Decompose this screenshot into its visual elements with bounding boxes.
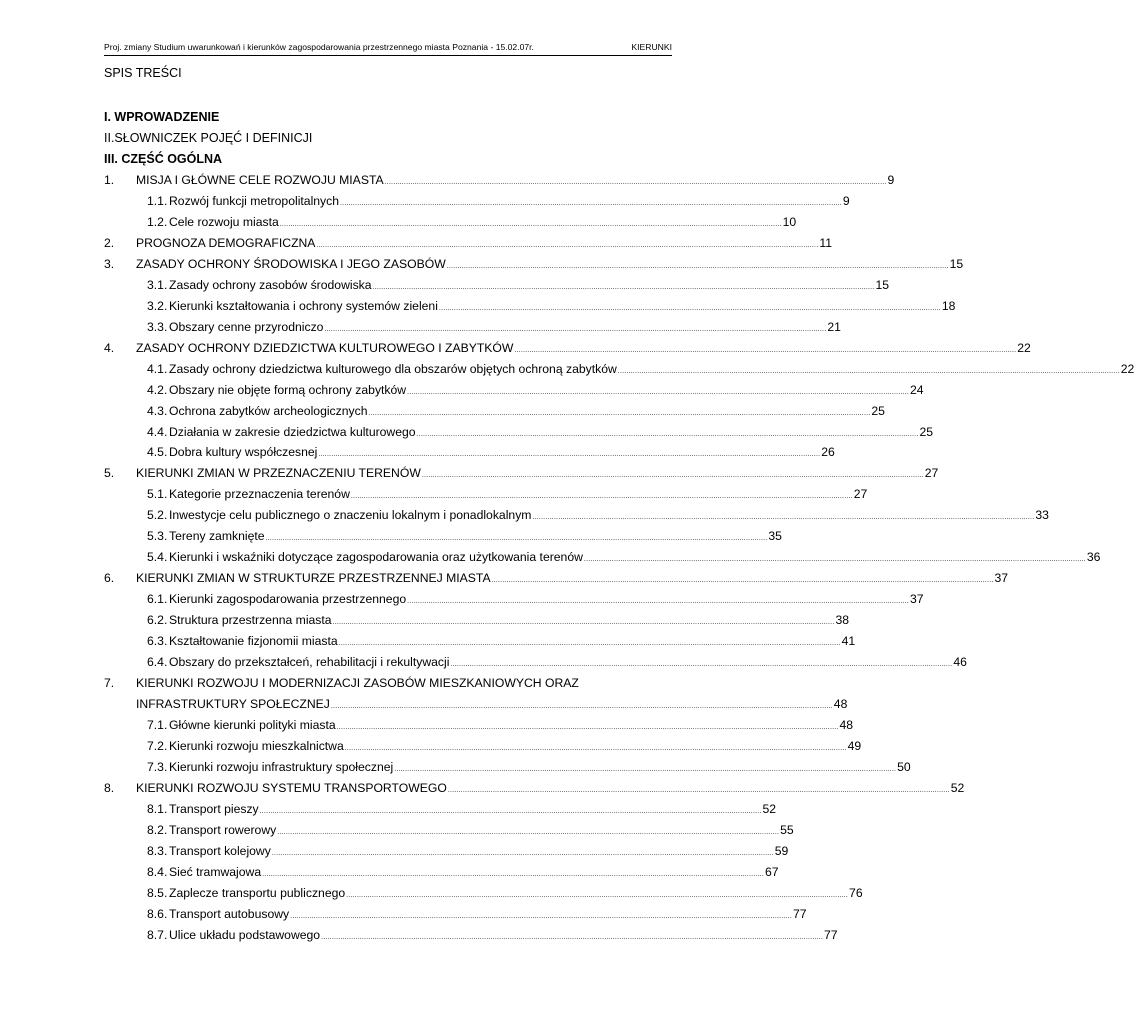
toc-entry[interactable] bbox=[104, 717, 854, 733]
toc-entry-number: 8.2. bbox=[147, 823, 168, 837]
toc-entry-leader: .......................................................................................................................................................................................................................................... bbox=[421, 472, 924, 479]
toc-entry-leader: .......................................................................................................................................................................................................................................... bbox=[450, 661, 953, 668]
toc-entry-leader: .......................................................................................................................................................................................................................................... bbox=[384, 179, 887, 186]
toc-entry-leader: .......................................................................................................................................................................................................................................... bbox=[438, 305, 941, 312]
toc-entry[interactable] bbox=[104, 465, 939, 481]
toc-entry[interactable] bbox=[104, 235, 832, 251]
toc-entry-leader: .......................................................................................................................................................................................................................................... bbox=[394, 766, 897, 773]
toc-entry-number: 2. bbox=[104, 236, 115, 250]
toc-entry-page: 50 bbox=[897, 760, 911, 774]
toc-entry[interactable] bbox=[104, 277, 889, 293]
toc-entry-title: Kierunki kształtowania i ochrony systemów zieleni bbox=[169, 299, 438, 313]
toc-entry-leader: .......................................................................................................................................................................................................................................... bbox=[336, 724, 839, 731]
toc-entry[interactable] bbox=[104, 214, 797, 230]
toc-entry-number: 5.2. bbox=[147, 508, 168, 522]
toc-entry-title: Główne kierunki polityki miasta bbox=[169, 718, 336, 732]
toc-entry-title: Kierunki zagospodarowania przestrzennego bbox=[169, 592, 407, 606]
toc-entry[interactable] bbox=[104, 382, 924, 398]
toc-entry-title: Ochrona zabytków archeologicznych bbox=[169, 404, 368, 418]
toc-entry-title: Rozwój funkcji metropolitalnych bbox=[169, 194, 340, 208]
toc-entry-page: 37 bbox=[910, 592, 924, 606]
toc-entry-number: 8.1. bbox=[147, 802, 168, 816]
toc-entry-number: 8.7. bbox=[147, 928, 168, 942]
toc-entry-leader: .......................................................................................................................................................................................................................................... bbox=[340, 200, 842, 207]
toc-entry-number: 7.3. bbox=[147, 760, 168, 774]
toc-intro-wprowadzenie[interactable]: I. WPROWADZENIE bbox=[104, 110, 220, 124]
toc-entry-leader: .......................................................................................................................................................................................................................................... bbox=[316, 242, 819, 249]
toc-entry-leader: .......................................................................................................................................................................................................................................... bbox=[332, 619, 835, 626]
toc-entry-number: 4.3. bbox=[147, 404, 168, 418]
toc-entry-page: 55 bbox=[780, 823, 794, 837]
toc-entry-page: 27 bbox=[853, 487, 868, 501]
toc-entry-leader: .......................................................................................................................................................................................................................................... bbox=[259, 808, 762, 815]
toc-entry[interactable] bbox=[104, 256, 964, 272]
toc-entry[interactable] bbox=[104, 675, 639, 691]
toc-entry[interactable] bbox=[104, 738, 862, 754]
toc-entry-leader: .......................................................................................................................................................................................................................................... bbox=[321, 934, 823, 941]
toc-intro-slowniczek[interactable]: II.SŁOWNICZEK POJĘĆ I DEFINICJI bbox=[104, 131, 313, 145]
page-header bbox=[104, 41, 672, 56]
toc-entry-page: 33 bbox=[1035, 508, 1049, 522]
toc-entry-number: 1. bbox=[104, 173, 115, 187]
toc-entry-page: 25 bbox=[871, 404, 885, 418]
toc-intro-czesc-ogolna[interactable]: III. CZĘŚĆ OGÓLNA bbox=[104, 152, 223, 166]
toc-entry-title: INFRASTRUKTURY SPOŁECZNEJ bbox=[136, 697, 330, 711]
toc-entry[interactable] bbox=[104, 528, 782, 544]
toc-entry-number: 1.1. bbox=[147, 194, 168, 208]
toc-entry-title: Obszary cenne przyrodniczo bbox=[169, 320, 324, 334]
toc-entry-leader: .......................................................................................................................................................................................................................................... bbox=[324, 326, 827, 333]
toc-entry-leader: .......................................................................................................................................................................................................................................... bbox=[271, 850, 774, 857]
toc-entry-page: 9 bbox=[842, 194, 850, 208]
header-document-title: Proj. zmiany Studium uwarunkowań i kierunków zagospodarowania przestrzennego miasta Poznania - 15.02.07r. bbox=[104, 42, 534, 52]
toc-entry-number: 4.1. bbox=[147, 362, 168, 376]
toc-entry-page: 18 bbox=[941, 299, 956, 313]
toc-entry-title: Cele rozwoju miasta bbox=[169, 215, 279, 229]
toc-entry[interactable] bbox=[104, 591, 924, 607]
toc-entry[interactable] bbox=[104, 927, 838, 943]
toc-entry-leader: .......................................................................................................................................................................................................................................... bbox=[514, 347, 1017, 354]
toc-entry[interactable] bbox=[104, 319, 841, 335]
toc-entry-page: 21 bbox=[827, 320, 841, 334]
toc-entry-title: Ulice układu podstawowego bbox=[169, 928, 321, 942]
toc-entry-page: 49 bbox=[847, 739, 862, 753]
toc-entry[interactable] bbox=[104, 507, 1049, 523]
toc-entry[interactable] bbox=[104, 549, 1101, 565]
toc-entry[interactable] bbox=[104, 864, 779, 880]
toc-entry-title: Struktura przestrzenna miasta bbox=[169, 613, 332, 627]
toc-entry-number: 8.6. bbox=[147, 907, 168, 921]
toc-entry-leader: .......................................................................................................................................................................................................................................... bbox=[350, 493, 853, 500]
toc-entry[interactable] bbox=[104, 486, 868, 502]
toc-entry[interactable] bbox=[104, 172, 895, 188]
toc-entry-number: 7. bbox=[104, 676, 115, 690]
toc-entry-leader: .......................................................................................................................................................................................................................................... bbox=[318, 451, 821, 458]
toc-entry-number: 7.2. bbox=[147, 739, 168, 753]
toc-entry-leader: .......................................................................................................................................................................................................................................... bbox=[265, 535, 768, 542]
toc-entry-number: 4. bbox=[104, 341, 115, 355]
toc-entry-number: 4.2. bbox=[147, 383, 168, 397]
toc-entry-page: 9 bbox=[887, 173, 895, 187]
toc-entry-page: 10 bbox=[782, 215, 797, 229]
toc-entry-leader: .......................................................................................................................................................................................................................................... bbox=[372, 284, 875, 291]
toc-entry[interactable] bbox=[104, 633, 856, 649]
toc-entry-number: 6. bbox=[104, 571, 115, 585]
toc-entry[interactable] bbox=[104, 906, 807, 922]
toc-entry-page: 41 bbox=[841, 634, 856, 648]
toc-entry-number: 5.3. bbox=[147, 529, 168, 543]
toc-entry-number: 3.1. bbox=[147, 278, 168, 292]
toc-entry-number: 4.5. bbox=[147, 445, 168, 459]
toc-entry-title: Kategorie przeznaczenia terenów bbox=[169, 487, 350, 501]
toc-entry-page: 36 bbox=[1086, 550, 1101, 564]
toc-entry[interactable] bbox=[104, 654, 967, 670]
toc-entry-page: 52 bbox=[762, 802, 777, 816]
toc-entry-page: 26 bbox=[821, 445, 835, 459]
toc-entry-number: 8. bbox=[104, 781, 115, 795]
toc-entry-number: 8.3. bbox=[147, 844, 168, 858]
toc-entry-title: MISJA I GŁÓWNE CELE ROZWOJU MIASTA bbox=[136, 173, 384, 187]
toc-entry-title: Dobra kultury współczesnej bbox=[169, 445, 318, 459]
toc-entry-page: 52 bbox=[950, 781, 965, 795]
toc-entry-number: 5.1. bbox=[147, 487, 168, 501]
toc-entry-page: 37 bbox=[994, 571, 1009, 585]
toc-entry-title: Zasady ochrony dziedzictwa kulturowego dla obszarów objętych ochroną zabytków bbox=[169, 362, 617, 376]
toc-entry[interactable] bbox=[104, 361, 1134, 377]
toc-entry-title: Transport kolejowy bbox=[169, 844, 271, 858]
toc-entry[interactable] bbox=[104, 801, 777, 817]
toc-entry-title: Transport autobusowy bbox=[169, 907, 290, 921]
toc-entry[interactable] bbox=[104, 696, 848, 712]
toc-entry-leader: .......................................................................................................................................................................................................................................... bbox=[338, 640, 841, 647]
toc-entry-leader: .......................................................................................................................................................................................................................................... bbox=[447, 787, 950, 794]
toc-entry-title: Inwestycje celu publicznego o znaczeniu lokalnym i ponadlokalnym bbox=[169, 508, 532, 522]
toc-entry-leader: .......................................................................................................................................................................................................................................... bbox=[346, 892, 849, 899]
toc-entry-page: 15 bbox=[949, 257, 964, 271]
toc-entry-page: 77 bbox=[793, 907, 807, 921]
toc-entry-title: ZASADY OCHRONY DZIEDZICTWA KULTUROWEGO I ZABYTKÓW bbox=[136, 341, 514, 355]
toc-entry-page: 11 bbox=[819, 236, 832, 250]
toc-entry-number: 1.2. bbox=[147, 215, 168, 229]
toc-entry-number: 3. bbox=[104, 257, 115, 271]
toc-entry-leader: .......................................................................................................................................................................................................................................... bbox=[407, 598, 910, 605]
toc-entry-number: 8.4. bbox=[147, 865, 168, 879]
header-section-label: KIERUNKI bbox=[631, 42, 672, 52]
toc-entry-title: Kierunki rozwoju infrastruktury społecznej bbox=[169, 760, 394, 774]
toc-entry-title: Tereny zamknięte bbox=[169, 529, 265, 543]
toc-entry-page: 27 bbox=[924, 466, 939, 480]
toc-entry-page: 76 bbox=[849, 886, 863, 900]
toc-entry-page: 22 bbox=[1120, 362, 1134, 376]
toc-entry-title: KIERUNKI ZMIAN W STRUKTURZE PRZESTRZENNEJ MIASTA bbox=[136, 571, 491, 585]
toc-entry[interactable] bbox=[104, 570, 1009, 586]
toc-entry[interactable] bbox=[104, 403, 885, 419]
toc-entry-title: ZASADY OCHRONY ŚRODOWISKA I JEGO ZASOBÓW bbox=[136, 257, 446, 271]
toc-entry-title: KIERUNKI ROZWOJU I MODERNIZACJI ZASOBÓW MIESZKANIOWYCH ORAZ bbox=[136, 676, 579, 690]
toc-entry-number: 4.4. bbox=[147, 425, 168, 439]
toc-entry-page: 67 bbox=[765, 865, 779, 879]
toc-entry-leader: .......................................................................................................................................................................................................................................... bbox=[491, 577, 994, 584]
toc-entry-leader: .......................................................................................................................................................................................................................................... bbox=[416, 431, 919, 438]
toc-entry-title: Obszary nie objęte formą ochrony zabytków bbox=[169, 383, 407, 397]
toc-entry-leader: .......................................................................................................................................................................................................................................... bbox=[583, 556, 1086, 563]
toc-entry-page: 15 bbox=[875, 278, 889, 292]
toc-entry-number: 6.4. bbox=[147, 655, 168, 669]
toc-entry-number: 7.1. bbox=[147, 718, 168, 732]
toc-entry-number: 6.2. bbox=[147, 613, 168, 627]
toc-entry-page: 38 bbox=[835, 613, 850, 627]
toc-entry-title: Sieć tramwajowa bbox=[169, 865, 262, 879]
toc-entry[interactable] bbox=[104, 193, 850, 209]
toc-entry-number: 5.4. bbox=[147, 550, 168, 564]
toc-entry[interactable] bbox=[104, 885, 863, 901]
toc-entry-number: 3.2. bbox=[147, 299, 168, 313]
toc-entry-leader: .......................................................................................................................................................................................................................................... bbox=[344, 745, 847, 752]
toc-entry[interactable] bbox=[104, 444, 835, 460]
toc-entry-page: 25 bbox=[919, 425, 934, 439]
toc-entry-page: 24 bbox=[909, 383, 924, 397]
toc-entry-leader: .......................................................................................................................................................................................................................................... bbox=[277, 829, 780, 836]
toc-entry-leader: .......................................................................................................................................................................................................................................... bbox=[290, 913, 793, 920]
toc-entry-number: 5. bbox=[104, 466, 115, 480]
toc-entry-title: Kierunki rozwoju mieszkalnictwa bbox=[169, 739, 344, 753]
toc-entry-page: 46 bbox=[953, 655, 967, 669]
toc-entry-page: 77 bbox=[823, 928, 838, 942]
toc-entry[interactable] bbox=[104, 822, 794, 838]
toc-entry[interactable] bbox=[104, 424, 934, 440]
toc-entry-leader: .......................................................................................................................................................................................................................................... bbox=[407, 389, 909, 396]
toc-entry-leader: .......................................................................................................................................................................................................................................... bbox=[617, 368, 1120, 375]
toc-entry-title: Obszary do przekształceń, rehabilitacji i rekultywacji bbox=[169, 655, 450, 669]
toc-entry[interactable] bbox=[104, 298, 956, 314]
toc-entry-leader: .......................................................................................................................................................................................................................................... bbox=[446, 263, 949, 270]
toc-entry[interactable] bbox=[104, 612, 850, 628]
toc-entry-leader: .......................................................................................................................................................................................................................................... bbox=[330, 703, 833, 710]
toc-entry-title: Kształtowanie fizjonomii miasta bbox=[169, 634, 338, 648]
toc-entry-number: 6.3. bbox=[147, 634, 168, 648]
toc-entry-leader: .......................................................................................................................................................................................................................................... bbox=[262, 871, 765, 878]
toc-entry-leader: .......................................................................................................................................................................................................................................... bbox=[279, 221, 782, 228]
toc-entry[interactable] bbox=[104, 843, 789, 859]
toc-entry-page: 59 bbox=[774, 844, 789, 858]
toc-entry[interactable] bbox=[104, 340, 1031, 356]
toc-entry-title: KIERUNKI ROZWOJU SYSTEMU TRANSPORTOWEGO bbox=[136, 781, 447, 795]
toc-entry-title: Działania w zakresie dziedzictwa kulturowego bbox=[169, 425, 416, 439]
toc-entry-number: 6.1. bbox=[147, 592, 168, 606]
toc-entry-title: Kierunki i wskaźniki dotyczące zagospodarowania oraz użytkowania terenów bbox=[169, 550, 583, 564]
toc-entry-number: 3.3. bbox=[147, 320, 168, 334]
toc-entry-title: Transport rowerowy bbox=[169, 823, 277, 837]
toc-entry-page: 48 bbox=[833, 697, 848, 711]
toc-title: SPIS TREŚCI bbox=[104, 66, 182, 80]
toc-entry-number: 8.5. bbox=[147, 886, 168, 900]
toc-entry-page: 35 bbox=[768, 529, 782, 543]
toc-entry-title: Zasady ochrony zasobów środowiska bbox=[169, 278, 372, 292]
toc-entry-page: 22 bbox=[1017, 341, 1031, 355]
toc-entry-title: Zaplecze transportu publicznego bbox=[169, 886, 346, 900]
toc-entry[interactable] bbox=[104, 780, 965, 796]
toc-entry-title: PROGNOZA DEMOGRAFICZNA bbox=[136, 236, 316, 250]
toc-entry-leader: .......................................................................................................................................................................................................................................... bbox=[368, 410, 871, 417]
toc-entry-title: Transport pieszy bbox=[169, 802, 259, 816]
toc-entry-title: KIERUNKI ZMIAN W PRZEZNACZENIU TERENÓW bbox=[136, 466, 421, 480]
toc-entry-page: 48 bbox=[839, 718, 854, 732]
toc-entry-leader: .......................................................................................................................................................................................................................................... bbox=[532, 514, 1035, 521]
toc-entry[interactable] bbox=[104, 759, 911, 775]
